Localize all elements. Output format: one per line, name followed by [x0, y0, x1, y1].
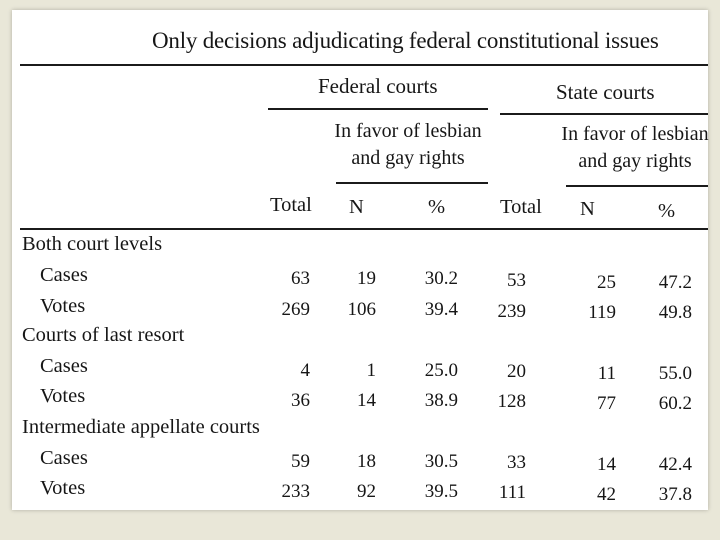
- fed-pct-header: %: [428, 196, 446, 218]
- st-pct-cell: 49.8: [658, 302, 692, 323]
- state-courts-header: State courts: [556, 80, 655, 104]
- document-page: [12, 10, 708, 510]
- st-total-cell: 128: [497, 391, 526, 412]
- fed-total-header: Total: [270, 194, 312, 216]
- row-label: Cases: [40, 447, 88, 469]
- section-label: Courts of last resort: [22, 324, 185, 346]
- st-total-cell: 239: [497, 301, 526, 322]
- fed-n-cell: 92: [357, 481, 376, 502]
- st-n-cell: 14: [597, 454, 616, 475]
- fed-total-cell: 63: [291, 268, 310, 289]
- federal-subheader-rule: [336, 182, 488, 184]
- federal-courts-header: Federal courts: [318, 74, 438, 98]
- fed-pct-cell: 30.5: [424, 451, 458, 472]
- fed-n-cell: 106: [347, 299, 376, 320]
- st-n-cell: 119: [588, 302, 616, 323]
- table-title: Only decisions adjudicating federal constitutional issues: [152, 28, 659, 53]
- section-label: Both court levels: [22, 233, 163, 255]
- federal-group-rule: [268, 108, 488, 110]
- st-pct-header: %: [658, 200, 676, 222]
- st-n-cell: 11: [597, 363, 616, 384]
- fed-n-cell: 18: [357, 451, 376, 472]
- st-total-cell: 53: [507, 270, 526, 291]
- st-pct-cell: 47.2: [658, 272, 692, 293]
- row-label: Cases: [40, 264, 88, 286]
- state-subheader-line2: and gay rights: [578, 150, 692, 172]
- fed-pct-cell: 39.4: [424, 299, 458, 320]
- fed-n-header: N: [349, 196, 364, 218]
- fed-n-cell: 1: [366, 360, 376, 381]
- top-rule: [20, 64, 708, 66]
- st-total-cell: 111: [498, 482, 526, 503]
- fed-n-cell: 19: [357, 268, 376, 289]
- row-label: Votes: [40, 295, 86, 317]
- fed-pct-cell: 38.9: [424, 390, 458, 411]
- state-subheader-line1: In favor of lesbian: [561, 123, 709, 145]
- fed-pct-cell: 39.5: [424, 481, 458, 502]
- row-label: Votes: [40, 477, 86, 499]
- row-label: Votes: [40, 385, 86, 407]
- st-total-header: Total: [500, 196, 542, 218]
- row-label: Cases: [40, 355, 88, 377]
- st-total-cell: 33: [507, 452, 526, 473]
- fed-total-cell: 4: [300, 360, 310, 381]
- federal-subheader-line2: and gay rights: [351, 147, 465, 169]
- state-group-rule: [500, 113, 708, 115]
- st-pct-cell: 42.4: [658, 454, 692, 475]
- st-n-cell: 25: [597, 272, 616, 293]
- st-pct-cell: 55.0: [658, 363, 692, 384]
- st-n-cell: 42: [597, 484, 616, 505]
- fed-pct-cell: 25.0: [424, 360, 458, 381]
- st-pct-cell: 60.2: [658, 393, 692, 414]
- st-n-cell: 77: [597, 393, 616, 414]
- fed-total-cell: 233: [281, 481, 310, 502]
- fed-total-cell: 36: [291, 390, 310, 411]
- st-n-header: N: [580, 198, 595, 220]
- fed-pct-cell: 30.2: [424, 268, 458, 289]
- federal-subheader-line1: In favor of lesbian: [334, 120, 482, 142]
- section-label: Intermediate appellate courts: [22, 416, 260, 438]
- st-pct-cell: 37.8: [658, 484, 692, 505]
- state-subheader-rule: [566, 185, 708, 187]
- fed-total-cell: 59: [291, 451, 310, 472]
- header-bottom-rule: [20, 228, 708, 230]
- st-total-cell: 20: [507, 361, 526, 382]
- fed-total-cell: 269: [281, 299, 310, 320]
- fed-n-cell: 14: [357, 390, 376, 411]
